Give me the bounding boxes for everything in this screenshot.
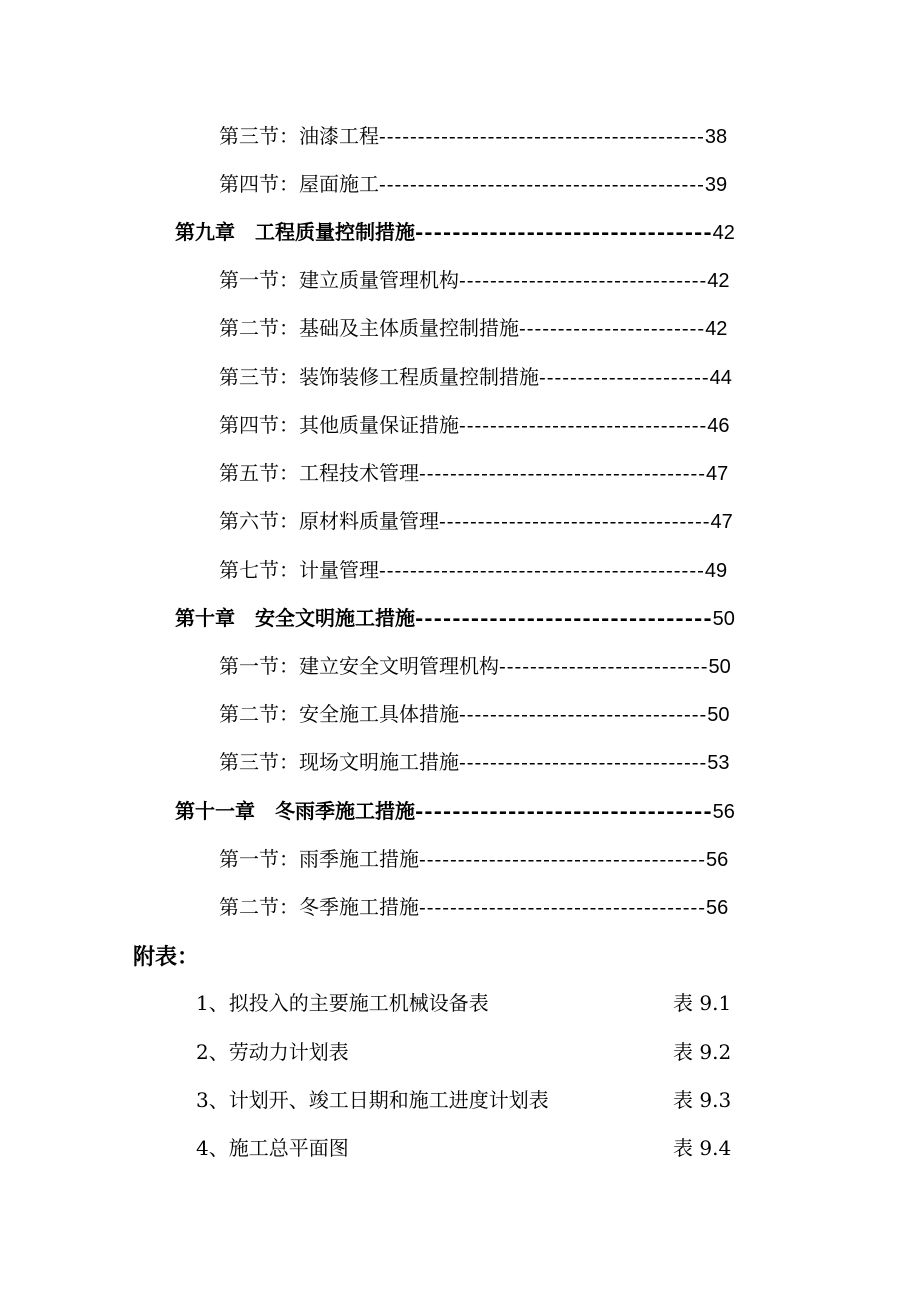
appendix-item [196,1037,736,1067]
toc-page-number: 53 [707,752,730,774]
toc-entry [219,651,731,681]
appendix-heading: 附表： [133,944,200,970]
toc-leader: -------------------------------- [459,702,708,726]
toc-chapter-title: 第十章 安全文明施工措施 [175,606,415,630]
toc-chapter-entry [175,217,735,247]
toc-page-number: 56 [706,849,729,871]
appendix-item-title: 3、计划开、竣工日期和施工进度计划表 [196,1088,549,1112]
toc-page-number: 50 [708,656,731,678]
appendix-item-ref: 表 9.4 [673,1136,732,1160]
toc-leader: -------------------------------- [459,413,708,437]
toc-chapter-entry [175,603,735,633]
toc-page-number: 42 [712,222,735,244]
toc-entry [219,458,728,488]
toc-leader: -------------------------------- [415,606,713,630]
toc-leader: --------------------------- [499,654,709,678]
toc-leader: -------------------------------- [459,268,708,292]
toc-page-number: 47 [706,463,729,485]
toc-leader: ------------------------------------- [419,895,707,919]
toc-leader: -------------------------------- [415,799,713,823]
appendix-item [196,1085,736,1115]
toc-entry-title: 第二节：冬季施工措施 [219,895,419,919]
toc-entry [219,265,730,295]
toc-page-number: 49 [704,560,728,582]
toc-entry [219,313,727,343]
appendix-item-ref: 表 9.2 [673,1040,732,1064]
toc-entry [219,892,728,922]
toc-entry-title: 第一节：雨季施工措施 [219,847,419,871]
toc-page-number: 46 [707,415,730,437]
toc-entry [219,506,733,536]
toc-page-number: 39 [704,174,728,196]
toc-entry-title: 第一节：建立质量管理机构 [219,268,459,292]
toc-entry [219,121,727,151]
toc-page-number: 50 [707,704,730,726]
toc-chapter-title: 第九章 工程质量控制措施 [175,220,415,244]
toc-page-number: 50 [712,608,735,630]
toc-leader: -------------------------------- [459,750,708,774]
appendix-item [196,988,736,1018]
toc-entry [219,555,727,585]
toc-page-number: 56 [712,801,735,823]
appendix-item [196,1133,736,1163]
toc-entry [219,699,730,729]
toc-entry [219,747,730,777]
toc-page-number: 56 [706,897,729,919]
toc-leader: -------------------------------- [415,220,713,244]
toc-entry-title: 第七节：计量管理 [219,558,379,582]
toc-page-number: 38 [704,126,728,148]
toc-entry-title: 第四节：其他质量保证措施 [219,413,459,437]
toc-page-number: 42 [707,270,730,292]
toc-leader: ----------------------------------- [439,509,711,533]
toc-leader: ------------------------------------- [419,461,707,485]
toc-page-number: 44 [709,367,732,389]
toc-entry-title: 第二节：基础及主体质量控制措施 [219,316,519,340]
appendix-item-title: 4、施工总平面图 [196,1136,349,1160]
toc-entry [219,169,727,199]
toc-leader: ------------------------------------------ [379,558,705,582]
toc-chapter-title: 第十一章 冬雨季施工措施 [175,799,415,823]
toc-page-number: 47 [710,511,733,533]
toc-entry-title: 第三节：油漆工程 [219,124,379,148]
toc-leader: ------------------------------------- [419,847,707,871]
toc-leader: ------------------------ [519,316,706,340]
appendix-item-title: 2、劳动力计划表 [196,1040,349,1064]
toc-entry [219,410,730,440]
appendix-item-ref: 表 9.1 [673,991,732,1015]
toc-entry [219,362,732,392]
toc-entry-title: 第五节：工程技术管理 [219,461,419,485]
appendix-item-ref: 表 9.3 [673,1088,732,1112]
toc-leader: ------------------------------------------ [379,124,705,148]
toc-entry-title: 第四节：屋面施工 [219,172,379,196]
toc-page-number: 42 [705,318,728,340]
toc-chapter-entry [175,796,735,826]
toc-entry-title: 第一节：建立安全文明管理机构 [219,654,499,678]
toc-entry [219,844,728,874]
toc-entry-title: 第六节：原材料质量管理 [219,509,439,533]
toc-entry-title: 第三节：现场文明施工措施 [219,750,459,774]
toc-leader: ------------------------------------------ [379,172,705,196]
toc-entry-title: 第三节：装饰装修工程质量控制措施 [219,365,539,389]
toc-entry-title: 第二节：安全施工具体措施 [219,702,459,726]
appendix-item-title: 1、拟投入的主要施工机械设备表 [196,991,489,1015]
toc-leader: ---------------------- [539,365,710,389]
